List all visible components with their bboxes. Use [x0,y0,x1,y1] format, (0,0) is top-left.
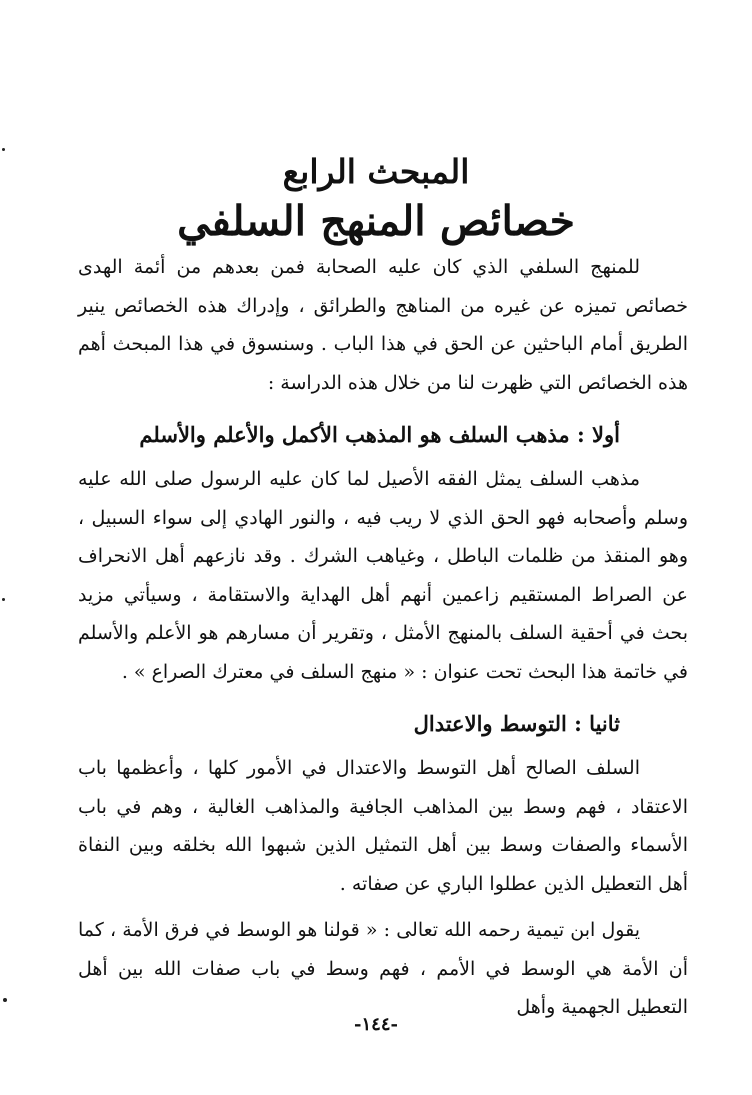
paragraph-second: السلف الصالح أهل التوسط والاعتدال في الأمور كلها ، وأعظمها باب الاعتقاد ، فهم وسط بين المذاهب الجافية والمذاهب الغالية ، وهم في باب الأسماء والصفات وسط بين أهل التمثيل الذين شبهوا الله بخلقه وبين النفاة أهل التعطيل الذين عطلوا الباري عن صفاته . [78,757,688,895]
section-number-title: المبحث الرابع [282,152,470,191]
section-main-title: خصائص المنهج السلفي [177,197,575,245]
document-body [78,248,688,1027]
scan-speck-top [2,148,5,151]
scan-speck-bottom [3,998,7,1002]
paragraph-quote: يقول ابن تيمية رحمه الله تعالى : « قولنا هو الوسط في فرق الأمة ، كما أن الأمة هي الوسط في الأمم ، فهم وسط في باب صفات الله بين أهل التعطيل الجهمية وأهل [78,919,688,1018]
subheading-second: ثانيا : التوسط والاعتدال [413,711,620,736]
paragraph-first: مذهب السلف يمثل الفقه الأصيل لما كان عليه الرسول صلى الله عليه وسلم وأصحابه فهو الحق الذي لا ريب فيه ، والنور الهادي إلى سواء السبيل ، وهو المنقذ من ظلمات الباطل ، وغياهب الشرك . وقد نازعهم أهل الانحراف عن الصراط المستقيم زاعمين أنهم أهل الهداية والاستقامة ، وسيأتي مزيد بحث في أحقية السلف بالمنهج الأمثل ، وتقرير أن مسارهم هو الأعلم والأسلم في خاتمة هذا البحث تحت عنوان : « منهج السلف في معترك الصراع » . [78,468,688,683]
scan-speck-middle [2,598,5,601]
subheading-first: أولا : مذهب السلف هو المذهب الأكمل والأعلم والأسلم [139,422,620,447]
section-heading-block [0,150,752,248]
page-number: -١٤٤- [354,1014,398,1035]
intro-paragraph: للمنهج السلفي الذي كان عليه الصحابة فمن بعدهم من أئمة الهدى خصائص تميزه عن غيره من المناهج والطرائق ، وإدراك هذه الخصائص ينير الطريق أمام الباحثين عن الحق في هذا الباب . وسنسوق في هذا المبحث أهم هذه الخصائص التي ظهرت لنا من خلال هذه الدراسة : [78,256,688,394]
